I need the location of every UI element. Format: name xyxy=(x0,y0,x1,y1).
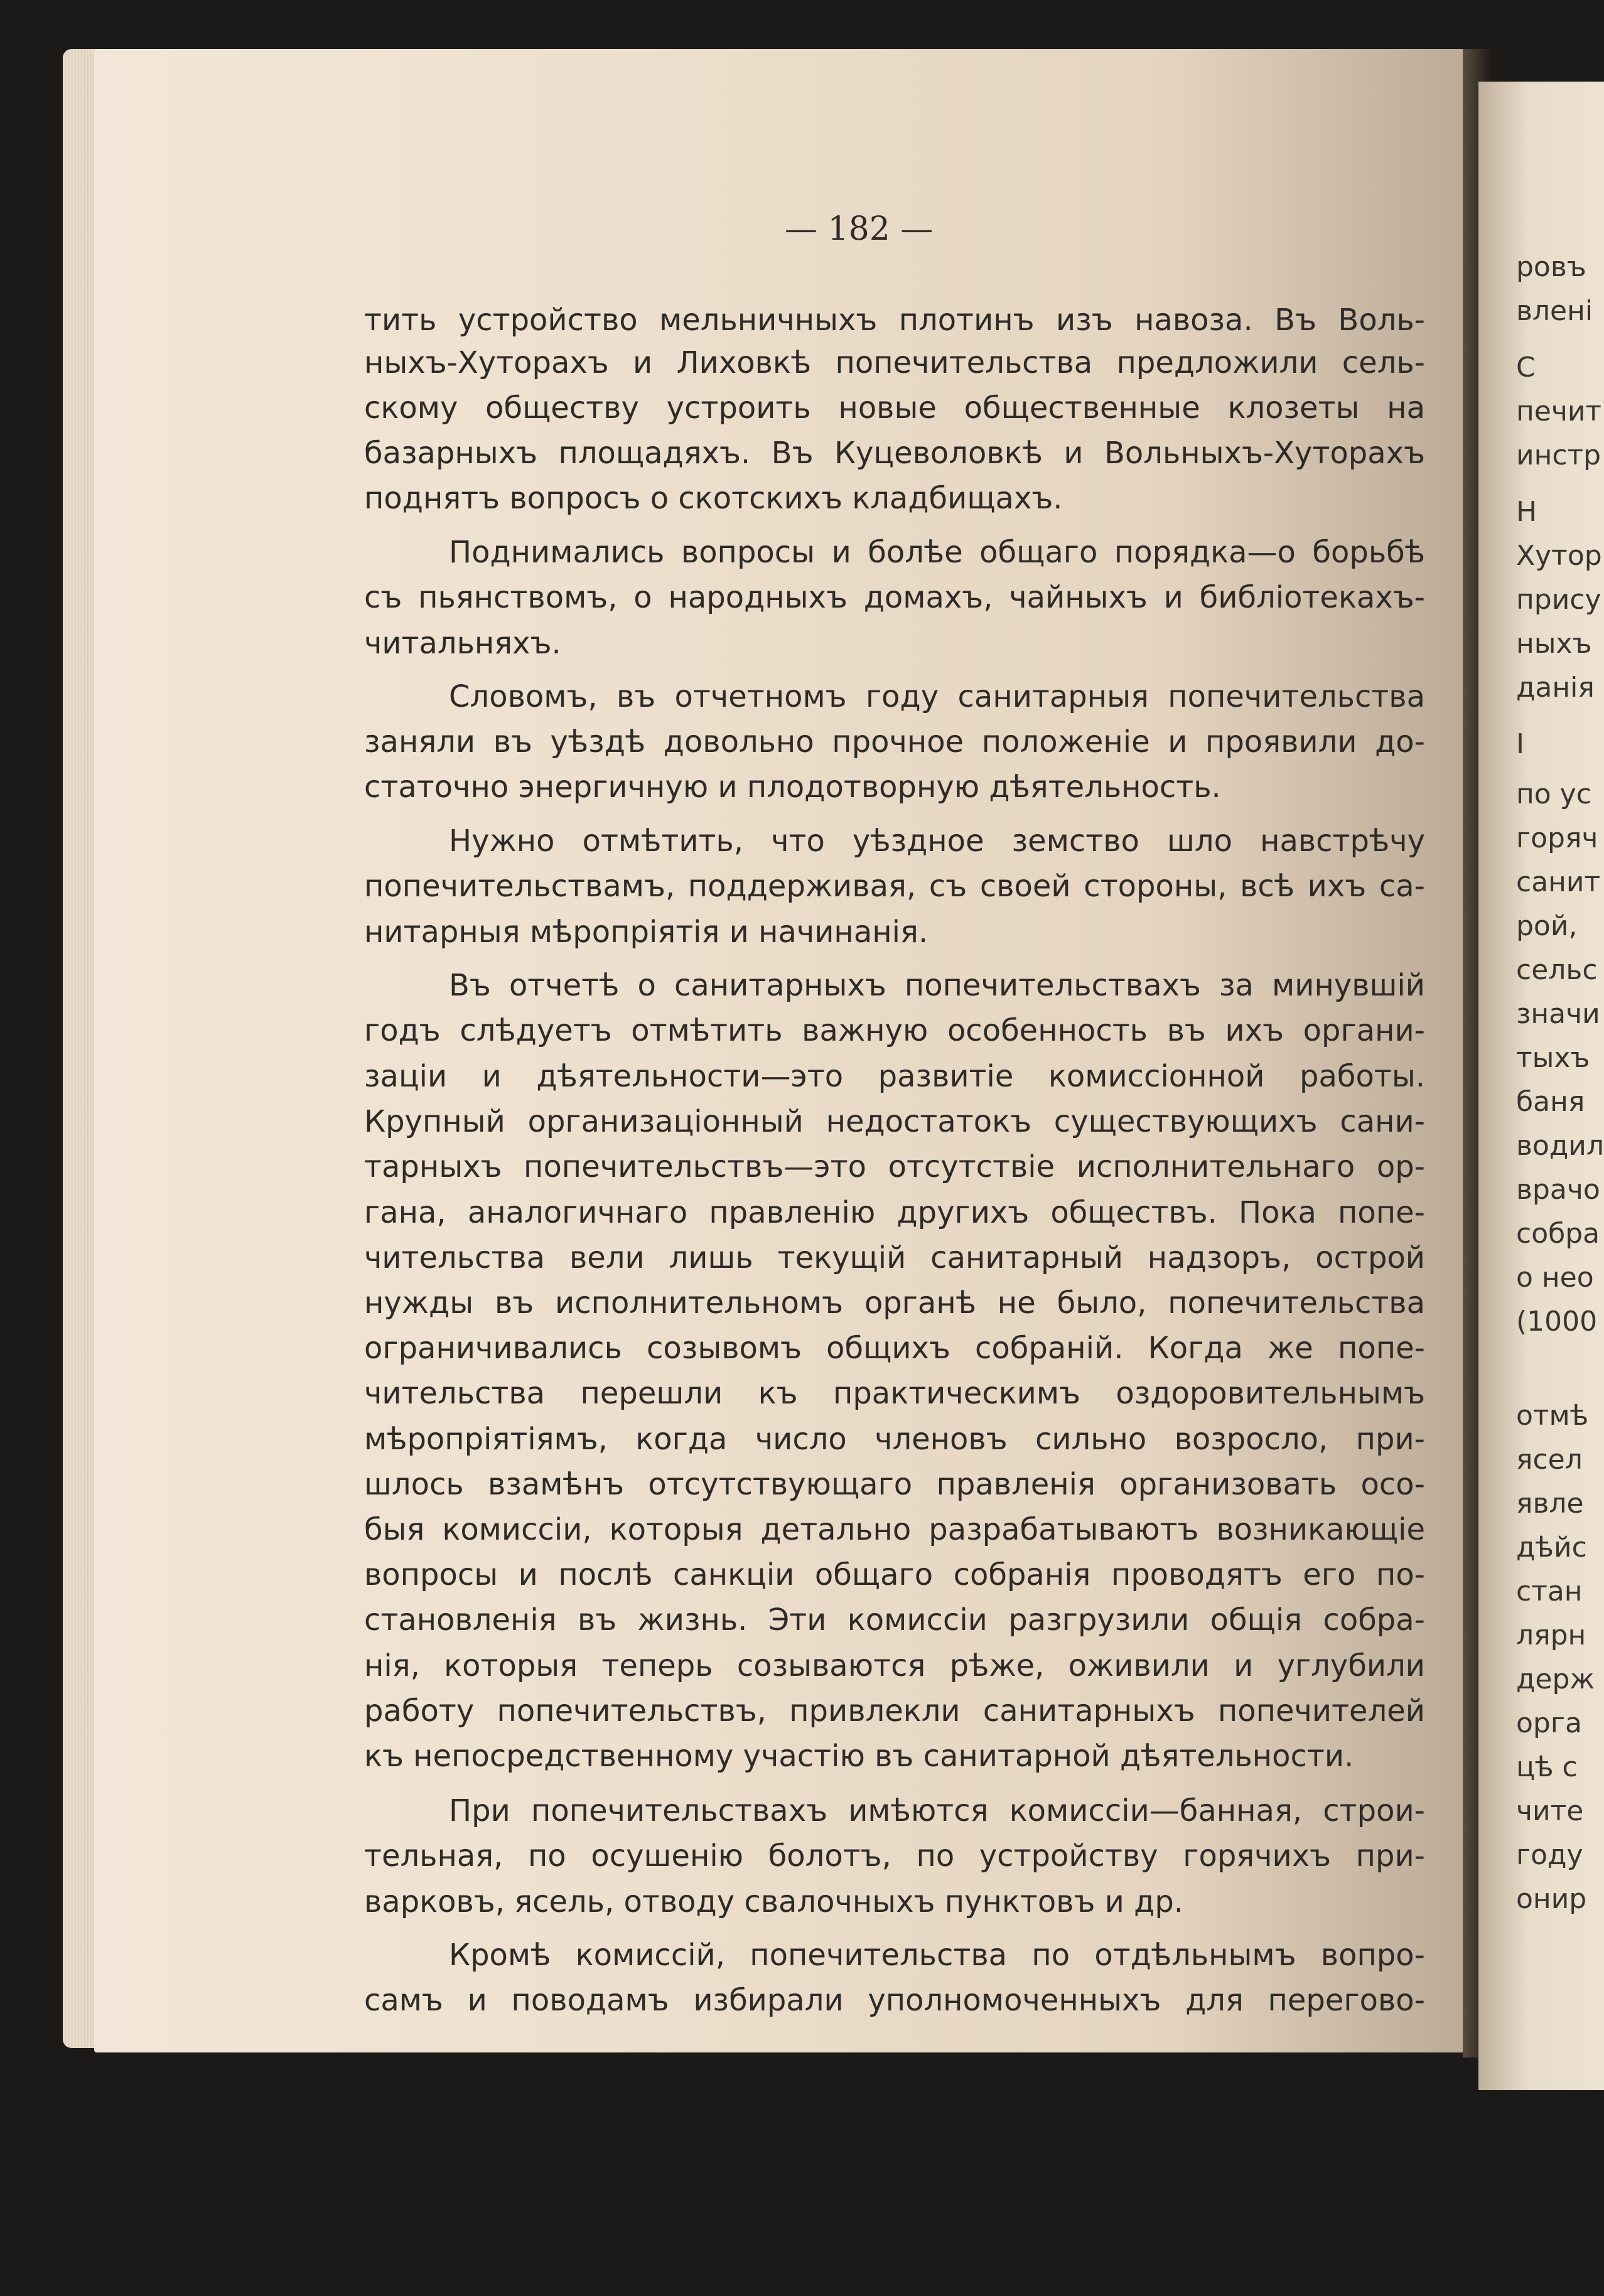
text-line: вопросы и послѣ санкціи общаго собранія проводятъ его по- xyxy=(364,1557,1425,1592)
text-line: тельная, по осушенію болотъ, по устройству горячихъ при- xyxy=(364,1838,1425,1874)
text-line: скому обществу устроить новые общественные клозеты на xyxy=(364,390,1425,426)
text-line: читальняхъ. xyxy=(364,626,561,661)
next-page-fragment: о нео xyxy=(1516,1262,1594,1294)
next-page-fragment: врачо xyxy=(1516,1174,1600,1206)
next-page-fragment: цѣ с xyxy=(1516,1751,1578,1783)
next-page-fragment: горяч xyxy=(1516,822,1598,854)
next-page-fragment: сельс xyxy=(1516,954,1598,986)
text-line: шлось взамѣнъ отсутствующаго правленія организовать осо- xyxy=(364,1467,1425,1502)
next-page-fragment: С xyxy=(1516,351,1536,384)
next-page-fragment: санит xyxy=(1516,866,1601,898)
next-page xyxy=(1478,82,1604,2090)
next-page-fragment: Н xyxy=(1516,496,1537,528)
text-line: нія, которыя теперь созываются рѣже, оживили и углубили xyxy=(364,1648,1425,1683)
text-line: съ пьянствомъ, о народныхъ домахъ, чайныхъ и библіотекахъ- xyxy=(364,580,1425,615)
text-line: заняли въ уѣздѣ довольно прочное положеніе и проявили до- xyxy=(364,724,1425,759)
next-page-fragment: по ус xyxy=(1516,778,1591,810)
next-page-fragment: влені xyxy=(1516,295,1593,327)
text-line: чительства перешли къ практическимъ оздоровительнымъ xyxy=(364,1376,1425,1411)
text-line: поднятъ вопросъ о скотскихъ кладбищахъ. xyxy=(364,481,1063,516)
text-line: варковъ, ясель, отводу свалочныхъ пунктовъ и др. xyxy=(364,1884,1184,1919)
next-page-fragment: данія xyxy=(1516,672,1595,704)
text-line: работу попечительствъ, привлекли санитарныхъ попечителей xyxy=(364,1693,1425,1729)
next-page-fragment: I xyxy=(1516,728,1524,760)
next-page-fragment: Хутор xyxy=(1516,540,1602,572)
text-line: нитарныя мѣропріятія и начинанія. xyxy=(364,915,928,950)
text-line: нужды въ исполнительномъ органѣ не было, попечительства xyxy=(364,1285,1425,1321)
text-line: становленія въ жизнь. Эти комиссіи разгрузили общія собра- xyxy=(364,1602,1425,1638)
next-page-fragment: отмѣ xyxy=(1516,1400,1589,1432)
next-page-fragment: дѣйс xyxy=(1516,1532,1587,1564)
text-line: ныхъ-Хуторахъ и Лиховкѣ попечительства предложили сель- xyxy=(364,345,1425,380)
text-line: гана, аналогичнаго правленію другихъ обществъ. Пока попе- xyxy=(364,1195,1425,1230)
text-line: къ непосредственному участію въ санитарной дѣятельности. xyxy=(364,1739,1354,1774)
text-line: быя комиссіи, которыя детально разрабатываютъ возникающіе xyxy=(364,1512,1425,1547)
text-line: Поднимались вопросы и болѣе общаго порядка—о борьбѣ xyxy=(449,535,1425,570)
text-line: При попечительствахъ имѣются комиссіи—банная, строи- xyxy=(449,1793,1425,1828)
next-page-fragment: году xyxy=(1516,1839,1583,1871)
next-page-fragment: водил xyxy=(1516,1130,1604,1162)
next-page-fragment: баня xyxy=(1516,1086,1585,1118)
next-page-fragment: держ xyxy=(1516,1663,1595,1695)
text-line: базарныхъ площадяхъ. Въ Куцеволовкѣ и Вольныхъ-Хуторахъ xyxy=(364,436,1425,471)
text-line: Нужно отмѣтить, что уѣздное земство шло навстрѣчу xyxy=(449,823,1425,859)
text-line: Кромѣ комиссій, попечительства по отдѣльнымъ вопро- xyxy=(449,1938,1425,1973)
next-page-fragment: явле xyxy=(1516,1488,1584,1520)
text-line: самъ и поводамъ избирали уполномоченныхъ для перегово- xyxy=(364,1983,1425,2018)
text-line: Крупный организаціонный недостатокъ существующихъ сани- xyxy=(364,1104,1425,1139)
next-page-fragment: рой, xyxy=(1516,910,1578,942)
text-line: мѣропріятіямъ, когда число членовъ сильно возросло, при- xyxy=(364,1422,1425,1457)
next-page-fragment: печит xyxy=(1516,395,1602,427)
next-page-fragment: значи xyxy=(1516,998,1600,1030)
text-line: годъ слѣдуетъ отмѣтить важную особенность въ ихъ органи- xyxy=(364,1013,1425,1048)
next-page-fragment: собра xyxy=(1516,1218,1600,1250)
next-page-fragment: ясел xyxy=(1516,1444,1583,1476)
text-line: заціи и дѣятельности—это развитіе комиссіонной работы. xyxy=(364,1059,1425,1094)
text-line: статочно энергичную и плодотворную дѣятельность. xyxy=(364,770,1221,805)
next-page-fragment: орга xyxy=(1516,1707,1582,1739)
next-page-fragment: ровъ xyxy=(1516,251,1586,283)
next-page-fragment: тыхъ xyxy=(1516,1042,1590,1074)
text-line: Словомъ, въ отчетномъ году санитарныя попечительства xyxy=(449,679,1425,714)
next-page-fragment: онир xyxy=(1516,1883,1587,1915)
next-page-fragment: стан xyxy=(1516,1575,1583,1607)
next-page-fragment: лярн xyxy=(1516,1619,1586,1651)
text-line: Въ отчетѣ о санитарныхъ попечительствахъ за минувшій xyxy=(449,968,1425,1003)
next-page-fragment: ныхъ xyxy=(1516,628,1592,660)
next-page-fragment: инстр xyxy=(1516,439,1601,471)
text-line: тить устройство мельничныхъ плотинъ изъ навоза. Въ Воль- xyxy=(364,303,1425,338)
text-line: попечительствамъ, поддерживая, съ своей стороны, всѣ ихъ са- xyxy=(364,869,1425,904)
text-line: тарныхъ попечительствъ—это отсутствіе исполнительнаго ор- xyxy=(364,1149,1425,1184)
text-line: ограничивались созывомъ общихъ собраній. Когда же попе- xyxy=(364,1331,1425,1366)
next-page-fragment: читe xyxy=(1516,1795,1584,1827)
text-line: чительства вели лишь текущій санитарный надзоръ, острой xyxy=(364,1240,1425,1275)
next-page-fragment: прису xyxy=(1516,584,1601,616)
next-page-fragment: (1000 xyxy=(1516,1306,1598,1338)
